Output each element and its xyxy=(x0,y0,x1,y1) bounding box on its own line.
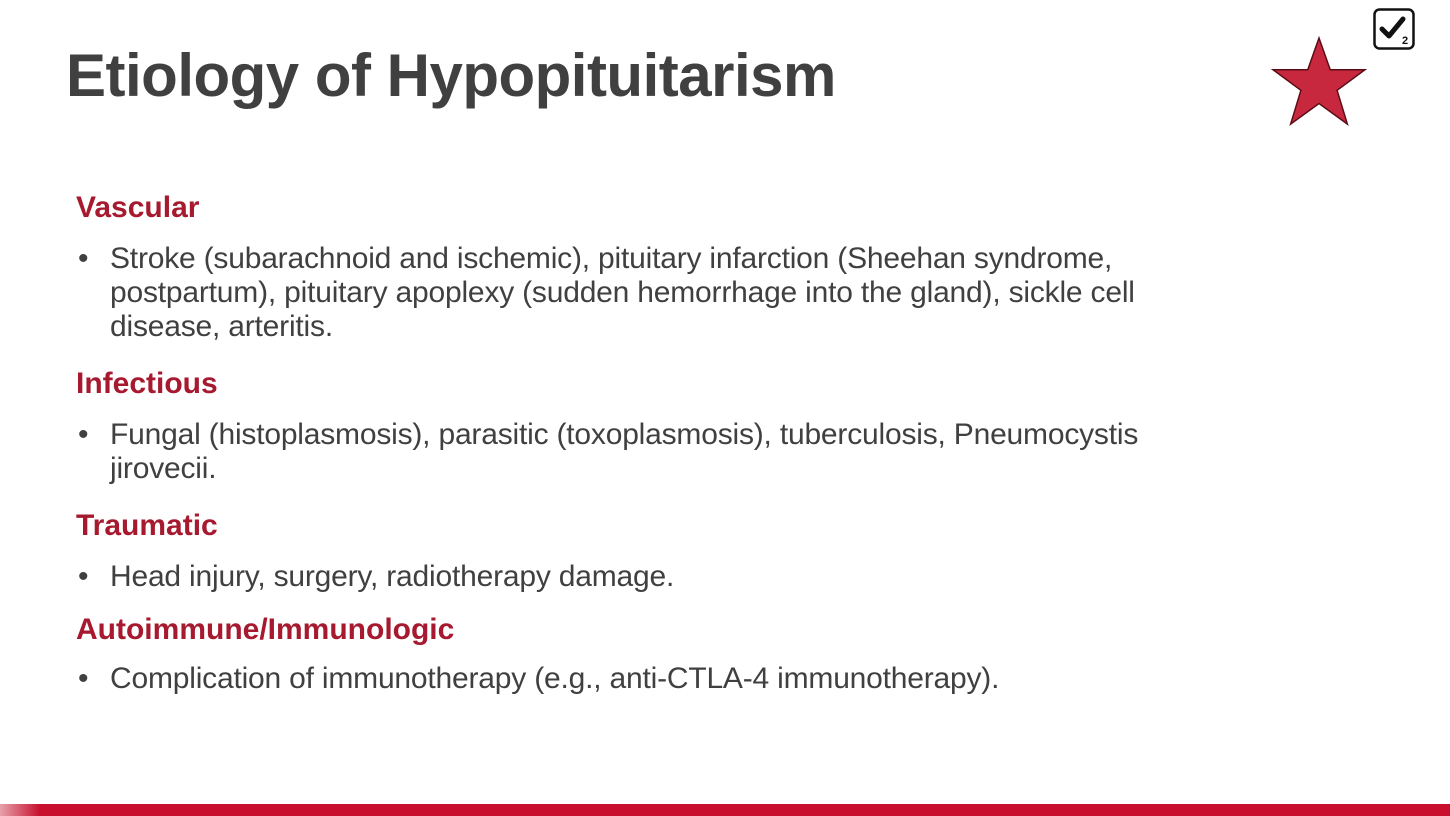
star-icon xyxy=(1270,36,1368,128)
list-item xyxy=(76,560,1176,594)
section-heading: Traumatic xyxy=(76,509,218,542)
bullet-list xyxy=(76,662,1176,696)
section-traumatic xyxy=(76,506,1176,594)
bullet-icon: • xyxy=(78,242,89,275)
bullet-text: Complication of immunotherapy (e.g., anti-CTLA-4 immunotherapy). xyxy=(110,662,1000,695)
bullet-text: Fungal (histoplasmosis), parasitic (toxoplasmosis), tuberculosis, Pneumocystis jirovecii. xyxy=(110,418,1139,485)
list-item xyxy=(76,662,1176,696)
section-infectious xyxy=(76,364,1176,486)
bullet-list xyxy=(76,242,1176,344)
slide-title: Etiology of Hypopituitarism xyxy=(66,42,836,109)
section-heading: Autoimmune/Immunologic xyxy=(76,613,455,646)
footer-accent-bar xyxy=(0,804,1450,816)
list-item xyxy=(76,418,1176,486)
bullet-icon: • xyxy=(78,560,89,593)
bullet-text: Head injury, surgery, radiotherapy damage. xyxy=(110,560,675,593)
bullet-list xyxy=(76,560,1176,594)
section-autoimmune xyxy=(76,610,1176,696)
list-item xyxy=(76,242,1176,344)
section-heading: Infectious xyxy=(76,367,218,400)
section-heading: Vascular xyxy=(76,191,200,224)
checkbox-icon[interactable] xyxy=(1373,8,1415,50)
bullet-icon: • xyxy=(78,662,89,695)
checkbox-mark: 2 xyxy=(1402,35,1409,47)
bullet-list xyxy=(76,418,1176,486)
section-vascular xyxy=(76,188,1176,344)
bullet-text: Stroke (subarachnoid and ischemic), pituitary infarction (Sheehan syndrome, postpartum), pituitary apoplexy (sudden hemorrhage into the gland), sickle cell disease, arteritis. xyxy=(110,242,1135,343)
bullet-icon: • xyxy=(78,418,89,451)
content-area xyxy=(76,188,1176,696)
